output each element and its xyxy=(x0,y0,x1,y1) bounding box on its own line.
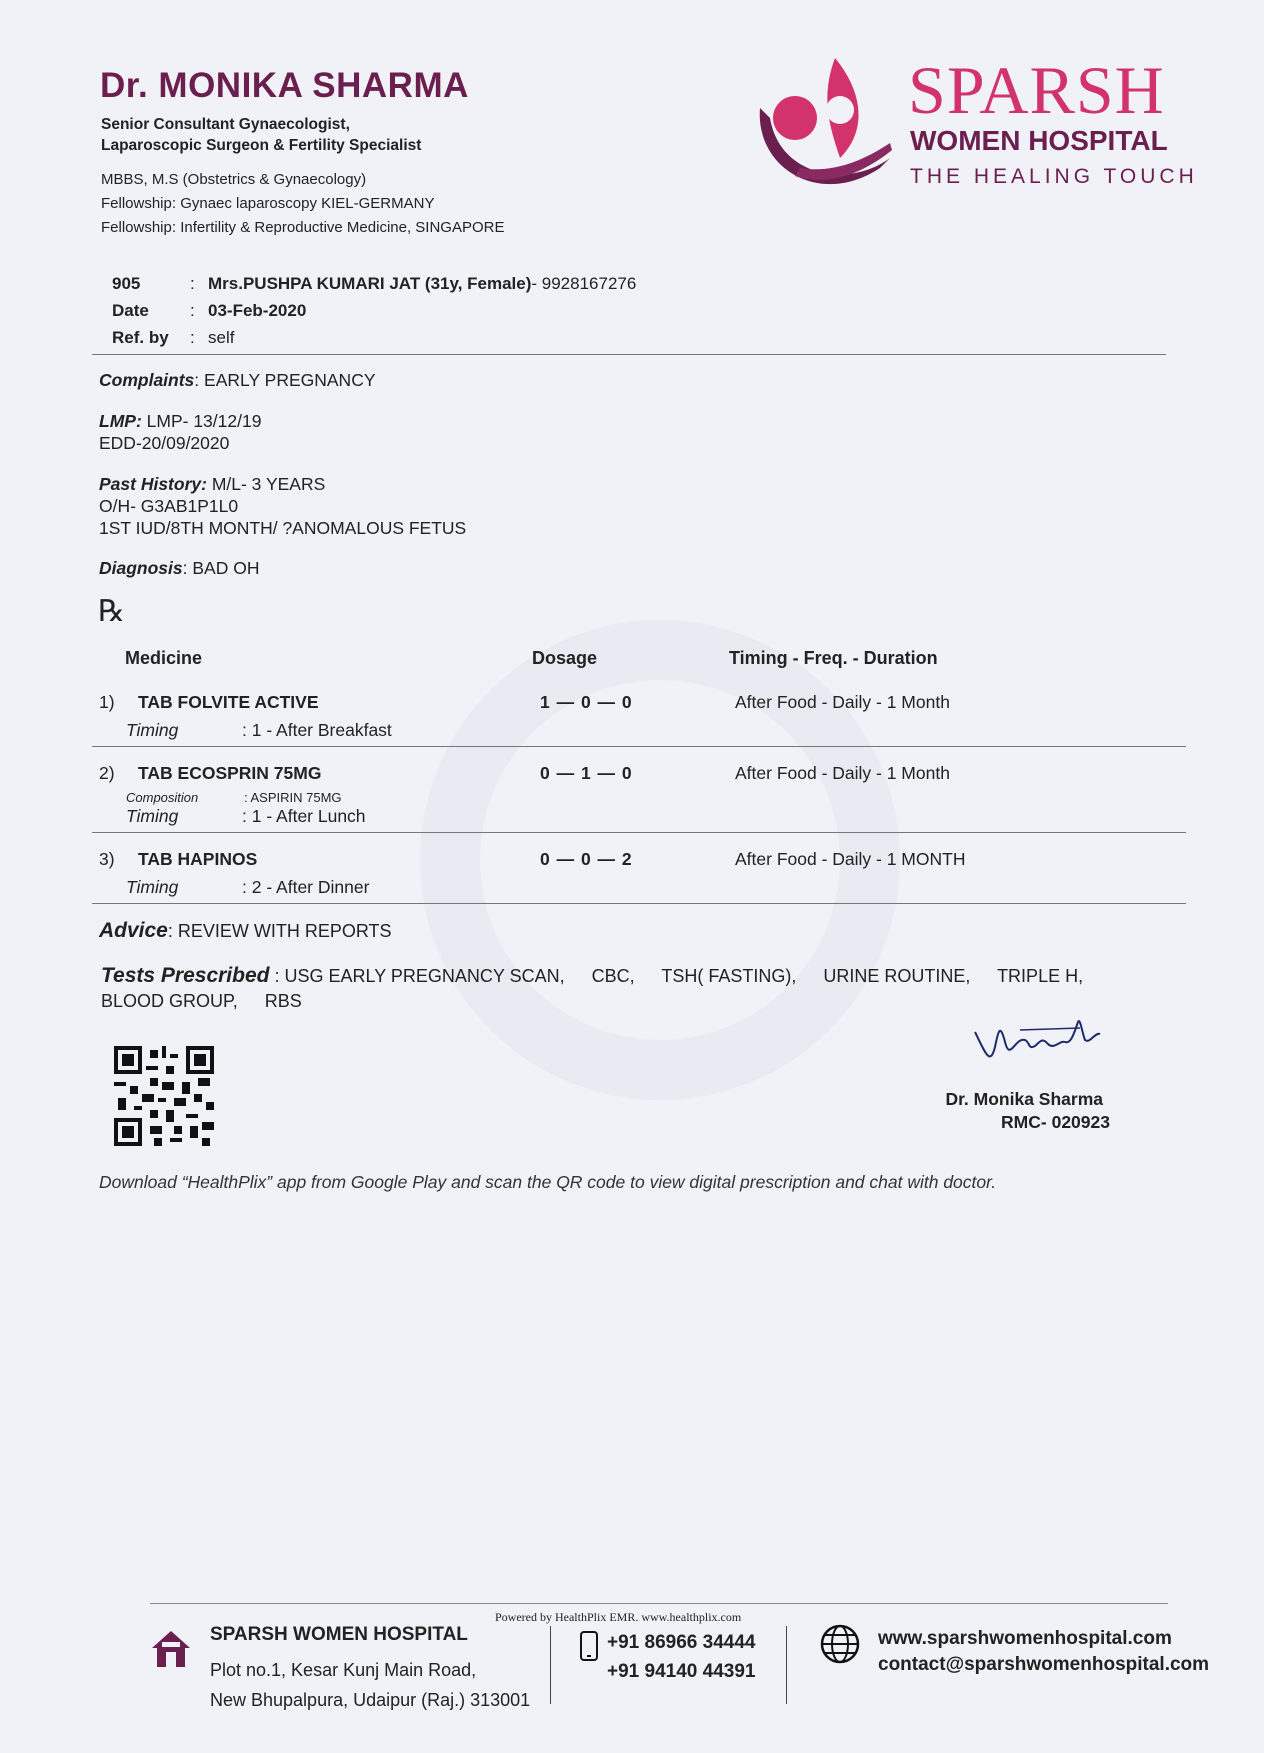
medicine-name: TAB FOLVITE ACTIVE xyxy=(138,692,319,712)
test-item: TRIPLE H, xyxy=(997,966,1084,986)
medicine-number: 2) xyxy=(99,763,115,783)
address-line2: New Bhupalpura, Udaipur (Raj.) 313001 xyxy=(210,1690,531,1710)
composition-label: Composition xyxy=(126,790,199,805)
footer-phones xyxy=(607,1628,755,1686)
ref-label: Ref. by xyxy=(112,328,169,347)
medicine-dosage: 0 — 0 — 2 xyxy=(540,849,633,869)
hospital-logo-icon xyxy=(740,48,900,208)
complaints xyxy=(99,369,376,391)
patient-phone: - 9928167276 xyxy=(531,274,637,293)
phone-number[interactable]: +91 94140 44391 xyxy=(607,1661,756,1682)
test-item: USG EARLY PREGNANCY SCAN, xyxy=(284,966,565,986)
history-value: M/L- 3 YEARS xyxy=(206,474,326,494)
history-oh: O/H- G3AB1P1L0 xyxy=(99,496,239,516)
medicine-frequency: After Food - Daily - 1 Month xyxy=(735,763,950,783)
row-divider xyxy=(92,746,1186,747)
footer-divider xyxy=(150,1603,1168,1604)
separator: : xyxy=(190,274,195,293)
advice-label: Advice xyxy=(99,919,168,942)
timing-label: Timing xyxy=(126,877,179,897)
tests-label: Tests Prescribed xyxy=(101,964,270,987)
visit-date: 03-Feb-2020 xyxy=(208,301,307,320)
medicine-name: TAB HAPINOS xyxy=(138,849,258,869)
header-medicine: Medicine xyxy=(125,648,203,668)
medicine-timing: : 2 - After Dinner xyxy=(242,877,370,897)
medicine-frequency: After Food - Daily - 1 MONTH xyxy=(735,849,966,869)
test-item: TSH( FASTING), xyxy=(661,966,797,986)
rx-icon: ℞ xyxy=(98,595,125,628)
date-label: Date xyxy=(112,301,149,320)
separator: : xyxy=(274,966,280,986)
medicine-dosage: 0 — 1 — 0 xyxy=(540,763,633,783)
download-note: Download “HealthPlix” app from Google Play and scan the QR code to view digital prescription and chat with doctor. xyxy=(99,1172,997,1192)
qr-code-icon[interactable] xyxy=(114,1046,214,1146)
ref-value: self xyxy=(208,328,235,347)
address-line1: Plot no.1, Kesar Kunj Main Road, xyxy=(210,1660,477,1680)
diagnosis-value: : BAD OH xyxy=(182,558,260,578)
powered-by: Powered by HealthPlix EMR. www.healthplix.com xyxy=(495,1610,742,1624)
complaints-value: : EARLY PREGNANCY xyxy=(194,370,376,390)
medicine-timing: : 1 - After Breakfast xyxy=(242,720,392,740)
separator: : xyxy=(190,328,195,347)
separator: : xyxy=(190,301,195,320)
medicine-name: TAB ECOSPRIN 75MG xyxy=(138,763,322,783)
diagnosis xyxy=(99,557,259,579)
brand-tagline: THE HEALING TOUCH xyxy=(910,165,1198,188)
patient-id: 905 xyxy=(112,274,141,293)
lmp-section xyxy=(99,410,261,454)
qualification-line: Fellowship: Gynaec laparoscopy KIEL-GERMANY xyxy=(101,195,435,212)
brand-name: SPARSH xyxy=(908,52,1165,128)
footer-separator xyxy=(550,1626,551,1704)
divider xyxy=(92,354,1166,355)
globe-icon xyxy=(820,1624,860,1664)
test-item: RBS xyxy=(264,991,302,1011)
brand-subtitle: WOMEN HOSPITAL xyxy=(910,125,1168,156)
footer-separator xyxy=(786,1626,787,1704)
website-link[interactable]: www.sparshwomenhospital.com xyxy=(878,1628,1172,1649)
doctor-title-line2: Laparoscopic Surgeon & Fertility Specialist xyxy=(101,137,422,154)
edd-value: EDD-20/09/2020 xyxy=(99,433,230,453)
doctor-qualifications xyxy=(101,168,504,240)
timing-label: Timing xyxy=(126,720,179,740)
footer-address xyxy=(210,1655,530,1715)
medicine-frequency: After Food - Daily - 1 Month xyxy=(735,692,950,712)
medicine-composition: : ASPIRIN 75MG xyxy=(244,790,342,805)
header-timing: Timing - Freq. - Duration xyxy=(729,648,938,668)
email-link[interactable]: contact@sparshwomenhospital.com xyxy=(878,1654,1210,1675)
advice-value: : REVIEW WITH REPORTS xyxy=(167,921,392,941)
patient-name: Mrs.PUSHPA KUMARI JAT (31y, Female) xyxy=(208,274,532,293)
lmp-label: LMP: xyxy=(99,411,142,431)
qualification-line: MBBS, M.S (Obstetrics & Gynaecology) xyxy=(101,171,367,188)
doctor-title xyxy=(101,114,421,156)
doctor-name: Dr. MONIKA SHARMA xyxy=(100,66,469,105)
medicine-timing: : 1 - After Lunch xyxy=(242,806,366,826)
doctor-signature xyxy=(970,1002,1105,1072)
test-item: URINE ROUTINE, xyxy=(823,966,971,986)
footer-web xyxy=(878,1626,1209,1678)
medicine-number: 1) xyxy=(99,692,115,712)
lmp-value: LMP- 13/12/19 xyxy=(141,411,262,431)
signature-name: Dr. Monika Sharma xyxy=(945,1089,1103,1109)
medicine-number: 3) xyxy=(99,849,115,869)
qualification-line: Fellowship: Infertility & Reproductive Medicine, SINGAPORE xyxy=(101,219,505,236)
phone-number[interactable]: +91 86966 34444 xyxy=(607,1632,756,1653)
patient-info xyxy=(112,270,636,351)
test-item: CBC, xyxy=(591,966,635,986)
complaints-label: Complaints xyxy=(99,370,195,390)
timing-label: Timing xyxy=(126,806,179,826)
past-history xyxy=(99,473,466,539)
home-icon xyxy=(150,1628,192,1670)
footer-hospital-name: SPARSH WOMEN HOSPITAL xyxy=(210,1624,468,1645)
advice xyxy=(99,919,392,943)
doctor-title-line1: Senior Consultant Gynaecologist, xyxy=(101,116,350,133)
history-note: 1ST IUD/8TH MONTH/ ?ANOMALOUS FETUS xyxy=(99,518,467,538)
row-divider xyxy=(92,832,1186,833)
phone-icon xyxy=(580,1631,598,1661)
diagnosis-label: Diagnosis xyxy=(99,558,183,578)
test-item: BLOOD GROUP, xyxy=(101,991,238,1011)
history-label: Past History: xyxy=(99,474,207,494)
header-dosage: Dosage xyxy=(532,648,598,668)
medicine-dosage: 1 — 0 — 0 xyxy=(540,692,633,712)
row-divider xyxy=(92,903,1186,904)
signature-rmc: RMC- 020923 xyxy=(1001,1112,1110,1132)
